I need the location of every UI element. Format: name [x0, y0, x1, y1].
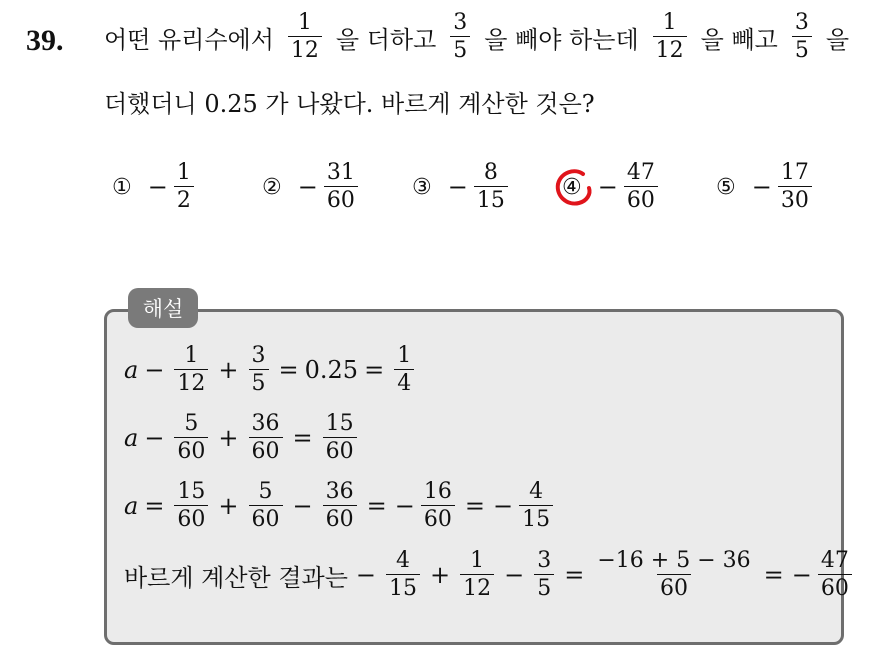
- problem-text-2: 을 더하고: [335, 25, 437, 54]
- solution-line-4: 바르게 계산한 결과는 − $\frac{4}{15}$ + $\frac{1}{12}$ − $\frac{3}{5}$ = $\frac{-16 + 5 - 36}{60}$ = − $\frac{47}{60}$: [124, 550, 856, 600]
- fraction: $\frac{1}{4}$: [394, 345, 414, 395]
- answer-mark-circle: [553, 166, 597, 210]
- choice-1[interactable]: ① − $\frac{1}{2}$: [112, 162, 198, 212]
- solution-line-2: a − $\frac{5}{60}$ + $\frac{36}{60}$ = $\frac{15}{60}$: [124, 413, 361, 463]
- fraction: $\frac{8}{15}$: [474, 162, 508, 212]
- problem-line-1: [104, 12, 849, 62]
- fraction: $\frac{36}{60}$: [323, 481, 357, 531]
- fraction: $\frac{36}{60}$: [249, 413, 283, 463]
- fraction: $\frac{15}{60}$: [174, 481, 208, 531]
- fraction: $\frac{4}{15}$: [519, 481, 553, 531]
- fraction: $\frac{3}{5}$: [792, 12, 812, 62]
- problem-line-2: 더했더니 0.25 가 나왔다. 바르게 계산한 것은?: [104, 90, 595, 118]
- fraction: $\frac{1}{12}$: [288, 12, 322, 62]
- solution-line-1: a − $\frac{1}{12}$ + $\frac{3}{5}$ = 0.25 = $\frac{1}{4}$: [124, 345, 418, 395]
- fraction: $\frac{47}{60}$: [818, 550, 852, 600]
- fraction: $\frac{1}{12}$: [174, 345, 208, 395]
- fraction: $\frac{5}{60}$: [249, 481, 283, 531]
- choice-4[interactable]: ④ − $\frac{47}{60}$: [562, 162, 662, 212]
- fraction: $\frac{3}{5}$: [450, 12, 470, 62]
- fraction: $\frac{3}{5}$: [534, 550, 554, 600]
- problem-text-5: 을: [825, 25, 850, 54]
- choice-number: ②: [262, 174, 282, 200]
- choice-number: ④: [562, 174, 582, 200]
- choice-2[interactable]: ② − $\frac{31}{60}$: [262, 162, 362, 212]
- fraction: $\frac{5}{60}$: [174, 413, 208, 463]
- problem-text-1: 어떤 유리수에서: [104, 25, 274, 54]
- choice-3[interactable]: ③ − $\frac{8}{15}$: [412, 162, 512, 212]
- fraction: $\frac{15}{60}$: [323, 413, 357, 463]
- fraction: $\frac{1}{12}$: [653, 12, 687, 62]
- problem-number: 39.: [26, 24, 64, 57]
- choice-number: ③: [412, 174, 432, 200]
- solution-tag: 해설: [128, 288, 198, 328]
- fraction: $\frac{3}{5}$: [249, 345, 269, 395]
- choice-number: ⑤: [716, 174, 736, 200]
- fraction: $\frac{1}{12}$: [460, 550, 494, 600]
- fraction: $\frac{4}{15}$: [386, 550, 420, 600]
- fraction: $\frac{1}{2}$: [174, 162, 194, 212]
- choice-5[interactable]: ⑤ − $\frac{17}{30}$: [716, 162, 816, 212]
- fraction: $\frac{47}{60}$: [624, 162, 658, 212]
- problem-text-3: 을 빼야 하는데: [484, 25, 639, 54]
- fraction: $\frac{17}{30}$: [778, 162, 812, 212]
- fraction: $\frac{16}{60}$: [421, 481, 455, 531]
- fraction: $\frac{31}{60}$: [324, 162, 358, 212]
- solution-line-3: a = $\frac{15}{60}$ + $\frac{5}{60}$ − $\frac{36}{60}$ = − $\frac{16}{60}$ = − $\frac{4}{15}$: [124, 481, 557, 531]
- problem-text-4: 을 빼고: [700, 25, 778, 54]
- fraction: $\frac{-16 + 5 - 36}{60}$: [597, 548, 751, 601]
- choice-number: ①: [112, 174, 132, 200]
